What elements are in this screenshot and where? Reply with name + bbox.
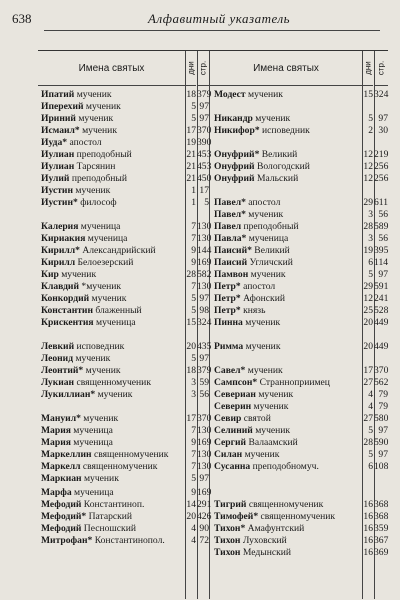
page-cell: 370 (197, 413, 212, 424)
saint-name: Мария мученица (41, 437, 113, 448)
saint-name: Лукиан священномученик (41, 377, 151, 388)
saints-index-table (38, 50, 388, 599)
saint-name: Севериан мученик (214, 389, 294, 400)
day-cell: 4 (191, 535, 196, 546)
page-cell: 169 (197, 257, 212, 268)
page-cell: 370 (197, 125, 212, 136)
day-cell: 16 (363, 499, 373, 510)
day-cell: 9 (191, 257, 196, 268)
saint-name: Северин мученик (214, 401, 289, 412)
page-cell: 256 (374, 161, 389, 172)
day-cell: 6 (368, 257, 373, 268)
right-index-entry (38, 365, 388, 377)
day-cell: 5 (191, 101, 196, 112)
day-cell: 20 (363, 341, 373, 352)
saint-name: Петр* апостол (214, 281, 276, 292)
page-cell: 114 (374, 257, 389, 268)
saint-name: Иперехий мученик (41, 101, 121, 112)
left-index-entry (38, 487, 388, 499)
saint-name: Севир святой (214, 413, 271, 424)
page-cell: 450 (197, 173, 212, 184)
page-cell: 30 (378, 125, 388, 136)
saint-name: Маркиан мученик (41, 473, 119, 484)
saint-name: Онуфрий* Великий (214, 149, 298, 160)
page-cell: 97 (378, 113, 388, 124)
right-days-header: дни (362, 51, 373, 86)
page-cell: 369 (374, 547, 389, 558)
right-index-entry (38, 89, 388, 101)
saint-name: Петр* князь (214, 305, 266, 316)
day-cell: 7 (191, 233, 196, 244)
saint-name: Иуда* апостол (41, 137, 102, 148)
saint-name: Митрофан* Константинопол. (41, 535, 165, 546)
saint-name: Мефодий Песношский (41, 523, 136, 534)
saint-name: Леонид мученик (41, 353, 111, 364)
saint-name: Тимофей* священномученик (214, 511, 336, 522)
day-cell: 5 (368, 113, 373, 124)
page-cell: 368 (374, 499, 389, 510)
saint-name: Сусанна преподобномуч. (214, 461, 319, 472)
day-cell: 16 (363, 547, 373, 558)
day-cell: 17 (186, 413, 196, 424)
page-cell: 97 (199, 101, 209, 112)
day-cell: 16 (363, 535, 373, 546)
saint-name: Мефодий Константиноп. (41, 499, 145, 510)
page-cell: 449 (374, 317, 389, 328)
page-cell: 130 (197, 449, 212, 460)
page-cell: 59 (199, 377, 209, 388)
saint-name: Кирилл* Александрийский (41, 245, 156, 256)
saint-name: Сампсон* Странноприимец (214, 377, 330, 388)
day-cell: 7 (191, 461, 196, 472)
page-cell: 97 (199, 113, 209, 124)
right-index-entry (38, 161, 388, 173)
page-cell: 589 (374, 221, 389, 232)
saint-name: Никандр мученик (214, 113, 291, 124)
saint-name: Петр* Афонский (214, 293, 285, 304)
saint-name: Мария мученица (41, 425, 113, 436)
day-cell: 4 (368, 389, 373, 400)
day-cell: 2 (368, 125, 373, 136)
day-cell: 21 (186, 173, 196, 184)
page-cell: 291 (197, 499, 212, 510)
day-cell: 5 (191, 113, 196, 124)
saint-name: Селиний мученик (214, 425, 291, 436)
right-index-entry (38, 317, 388, 329)
right-index-entry (38, 221, 388, 233)
day-cell: 12 (363, 149, 373, 160)
right-names-header: Имена святых (210, 51, 362, 86)
saint-name: Ипатий мученик (41, 89, 112, 100)
page-cell: 130 (197, 233, 212, 244)
right-index-entry (38, 125, 388, 137)
day-cell: 27 (363, 413, 373, 424)
saint-name: Мефодий* Патарский (41, 511, 133, 522)
day-cell: 28 (186, 269, 196, 280)
right-index-entry (38, 257, 388, 269)
page-cell: 130 (197, 221, 212, 232)
page-cell: 56 (378, 209, 388, 220)
page-cell: 324 (197, 317, 212, 328)
saint-name: Тихон Луховский (214, 535, 287, 546)
header-rule (44, 30, 380, 31)
saint-name: Паисий Угличский (214, 257, 293, 268)
day-cell: 19 (186, 137, 196, 148)
right-index-entry (38, 377, 388, 389)
saint-name: Маркеллин священномученик (41, 449, 169, 460)
page-cell: 591 (374, 281, 389, 292)
saint-name: Савел* мученик (214, 365, 283, 376)
right-index-entry (38, 499, 388, 511)
saint-name: Ириний мученик (41, 113, 114, 124)
day-cell: 9 (191, 487, 196, 498)
page-cell: 17 (199, 185, 209, 196)
left-names-header: Имена святых (38, 51, 185, 86)
left-index-entry (38, 185, 388, 197)
saint-name: Онуфрий Вологодский (214, 161, 310, 172)
page-cell: 453 (197, 161, 212, 172)
saint-name: Лукиллиан* мученик (41, 389, 133, 400)
right-index-entry (38, 523, 388, 535)
page-cell: 5 (204, 197, 209, 208)
saint-name: Кирилл Белоезерский (41, 257, 134, 268)
right-index-entry (38, 547, 388, 559)
right-index-entry (38, 113, 388, 125)
right-index-entry (38, 197, 388, 209)
page-cell: 359 (374, 523, 389, 534)
page-cell: 590 (374, 437, 389, 448)
day-cell: 16 (363, 523, 373, 534)
day-cell: 3 (191, 377, 196, 388)
left-index-entry (38, 101, 388, 113)
saint-name: Никифор* исповедник (214, 125, 310, 136)
page-cell: 449 (374, 341, 389, 352)
page-cell: 72 (199, 535, 209, 546)
saint-name: Мануил* мученик (41, 413, 119, 424)
day-cell: 9 (191, 245, 196, 256)
left-index-entry (38, 137, 388, 149)
page-title: Алфавитный указатель (148, 11, 291, 26)
day-cell: 12 (363, 293, 373, 304)
saint-name: Крискентия мученица (41, 317, 136, 328)
left-pages-header: стр. (197, 51, 209, 86)
right-index-entry (38, 245, 388, 257)
right-index-entry (38, 389, 388, 401)
page-cell: 379 (197, 365, 212, 376)
right-index-entry (38, 461, 388, 473)
day-cell: 15 (363, 89, 373, 100)
day-cell: 7 (191, 449, 196, 460)
page-cell: 582 (197, 269, 212, 280)
saint-name: Павел* апостол (214, 197, 281, 208)
day-cell: 19 (363, 245, 373, 256)
right-index-entry (38, 233, 388, 245)
right-index-entry (38, 449, 388, 461)
day-cell: 5 (191, 305, 196, 316)
page-cell: 453 (197, 149, 212, 160)
right-pages-header: стр. (374, 51, 388, 86)
day-cell: 3 (191, 389, 196, 400)
page-cell: 169 (197, 437, 212, 448)
day-cell: 18 (186, 365, 196, 376)
day-cell: 7 (191, 425, 196, 436)
page-cell: 611 (374, 197, 389, 208)
day-cell: 1 (191, 185, 196, 196)
day-cell: 4 (191, 523, 196, 534)
page-cell: 97 (199, 293, 209, 304)
right-index-entry (38, 511, 388, 523)
day-cell: 14 (186, 499, 196, 510)
page-cell: 395 (374, 245, 389, 256)
day-cell: 21 (186, 149, 196, 160)
right-index-entry (38, 269, 388, 281)
day-cell: 5 (191, 353, 196, 364)
page-header (0, 0, 400, 38)
day-cell: 12 (363, 173, 373, 184)
page-cell: 97 (199, 473, 209, 484)
right-index-entry (38, 341, 388, 353)
page-cell: 56 (199, 389, 209, 400)
saint-name: Онуфрий Мальский (214, 173, 299, 184)
page-cell: 169 (197, 487, 212, 498)
right-index-entry (38, 293, 388, 305)
day-cell: 21 (186, 161, 196, 172)
page-cell: 97 (378, 449, 388, 460)
day-cell: 12 (363, 161, 373, 172)
saint-name: Тигрий священномученик (214, 499, 324, 510)
saint-name: Павел преподобный (214, 221, 299, 232)
page-cell: 79 (378, 401, 388, 412)
page-cell: 108 (374, 461, 389, 472)
page-cell: 130 (197, 461, 212, 472)
day-cell: 28 (363, 437, 373, 448)
saint-name: Исмаил* мученик (41, 125, 117, 136)
page-cell: 130 (197, 281, 212, 292)
left-days-header: дни (185, 51, 196, 86)
day-cell: 9 (191, 437, 196, 448)
day-cell: 20 (186, 341, 196, 352)
saint-name: Пинна мученик (214, 317, 281, 328)
saint-name: Константин блаженный (41, 305, 142, 316)
page-cell: 368 (374, 511, 389, 522)
day-cell: 29 (363, 197, 373, 208)
right-index-entry (38, 401, 388, 413)
day-cell: 5 (368, 449, 373, 460)
right-index-entry (38, 209, 388, 221)
saint-name: Павла* мученица (214, 233, 289, 244)
page-cell: 56 (378, 233, 388, 244)
saint-name: Римма мученик (214, 341, 281, 352)
day-cell: 20 (363, 317, 373, 328)
page-cell: 241 (374, 293, 389, 304)
right-index-entry (38, 425, 388, 437)
page-cell: 370 (374, 365, 389, 376)
saint-name: Клавдий *мученик (41, 281, 122, 292)
saint-name: Калерия мученица (41, 221, 121, 232)
day-cell: 4 (368, 401, 373, 412)
page-cell: 219 (374, 149, 389, 160)
day-cell: 29 (363, 281, 373, 292)
day-cell: 15 (186, 317, 196, 328)
right-index-entry (38, 413, 388, 425)
saint-name: Силан мученик (214, 449, 280, 460)
day-cell: 18 (186, 89, 196, 100)
saint-name: Леонтий* мученик (41, 365, 121, 376)
day-cell: 7 (191, 221, 196, 232)
saint-name: Сергий Валаамский (214, 437, 298, 448)
saint-name: Тихон Медынский (214, 547, 292, 558)
day-cell: 7 (191, 281, 196, 292)
page-cell: 256 (374, 173, 389, 184)
saint-name: Конкордий мученик (41, 293, 127, 304)
day-cell: 27 (363, 377, 373, 388)
saint-name: Иустин* философ (41, 197, 117, 208)
page-cell: 390 (197, 137, 212, 148)
saint-name: Кириакия мученица (41, 233, 128, 244)
right-index-entry (38, 305, 388, 317)
saint-name: Левкий исповедник (41, 341, 125, 352)
right-index-entry (38, 149, 388, 161)
page-number: 638 (12, 11, 32, 26)
day-cell: 5 (368, 425, 373, 436)
page-cell: 379 (197, 89, 212, 100)
page-cell: 130 (197, 425, 212, 436)
right-index-entry (38, 535, 388, 547)
page-cell: 98 (199, 305, 209, 316)
page-cell: 367 (374, 535, 389, 546)
day-cell: 5 (191, 473, 196, 484)
page-cell: 580 (374, 413, 389, 424)
saint-name: Иустин мученик (41, 185, 111, 196)
day-cell: 20 (186, 511, 196, 522)
saint-name: Марфа мученица (41, 487, 114, 498)
saint-name: Тихон* Амафунтский (214, 523, 305, 534)
right-index-entry (38, 437, 388, 449)
day-cell: 3 (368, 233, 373, 244)
saint-name: Павел* мученик (214, 209, 284, 220)
day-cell: 25 (363, 305, 373, 316)
day-cell: 6 (368, 461, 373, 472)
day-cell: 17 (186, 125, 196, 136)
left-index-entry (38, 473, 388, 485)
page-cell: 79 (378, 389, 388, 400)
page-cell: 90 (199, 523, 209, 534)
day-cell: 28 (363, 221, 373, 232)
right-index-entry (38, 281, 388, 293)
saint-name: Кир мученик (41, 269, 97, 280)
page-cell: 324 (374, 89, 389, 100)
day-cell: 1 (191, 197, 196, 208)
right-index-entry (38, 173, 388, 185)
page-cell: 435 (197, 341, 212, 352)
page-cell: 528 (374, 305, 389, 316)
page-cell: 426 (197, 511, 212, 522)
saint-name: Памвон мученик (214, 269, 286, 280)
page-cell: 562 (374, 377, 389, 388)
left-index-entry (38, 353, 388, 365)
day-cell: 16 (363, 511, 373, 522)
saint-name: Модест мученик (214, 89, 283, 100)
page-cell: 97 (378, 425, 388, 436)
day-cell: 17 (363, 365, 373, 376)
saint-name: Иулиан преподобный (41, 149, 132, 160)
saint-name: Иулиан Тарсянин (41, 161, 116, 172)
saint-name: Паисий* Великий (214, 245, 290, 256)
day-cell: 5 (191, 293, 196, 304)
page-cell: 97 (378, 269, 388, 280)
saint-name: Маркелл священномученик (41, 461, 158, 472)
day-cell: 5 (368, 269, 373, 280)
day-cell: 3 (368, 209, 373, 220)
page-cell: 97 (199, 353, 209, 364)
page-cell: 144 (197, 245, 212, 256)
saint-name: Иулий преподобный (41, 173, 127, 184)
